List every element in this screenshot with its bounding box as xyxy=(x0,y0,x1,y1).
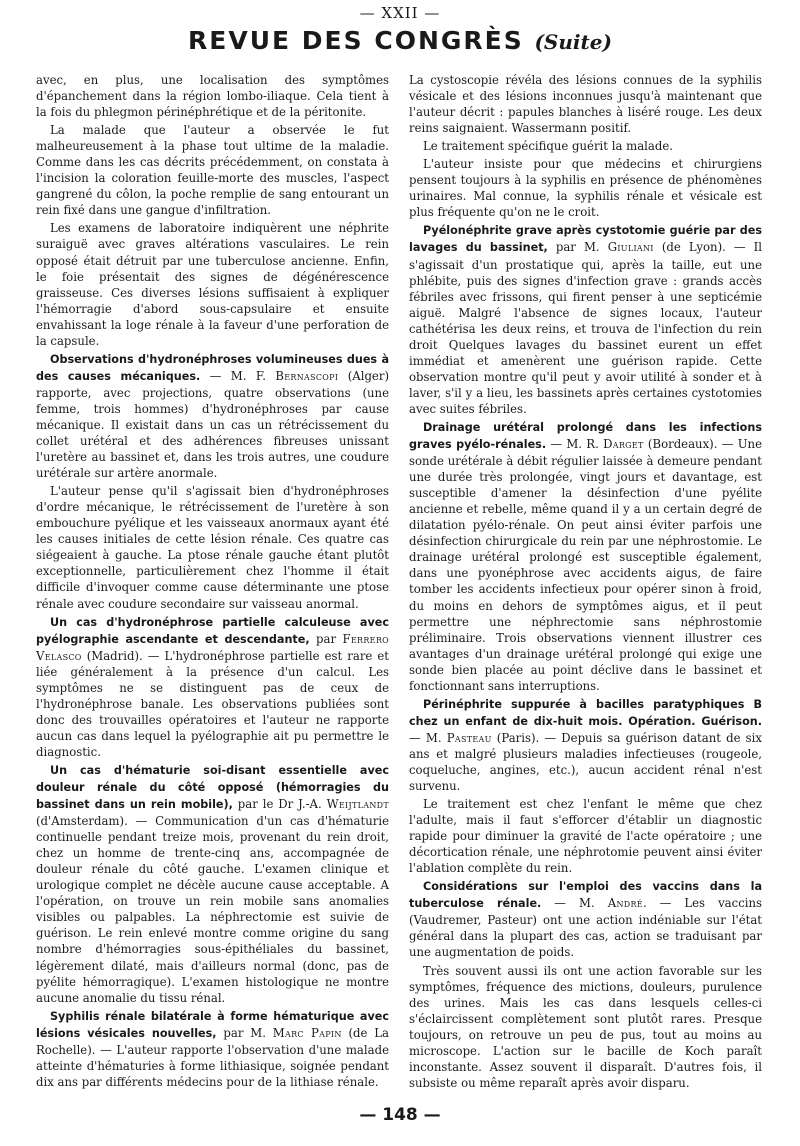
article-par: — M. R. xyxy=(546,437,604,452)
article-text: (d'Amsterdam). — Communication d'un cas d'hématurie continuelle pendant treize mois, provenant du rein droit, chez un homme de trente-cinq ans, accompagnée de douleur rénale du côté gauche. L'examen clinique et urologique complet ne décèle aucune cause acceptable. A l'opération, on trouve un rein mobile sans anomalies visibles ou palpables. La néphrectomie est suivie de guérison. Le rein enlevé montre comme origine du sang nombre d'hémorragies sous-épithéliales du bassinet, légèrement dilaté, mais d'ailleurs normal (donc, pas de pyélite hémorragique). L'examen histologique ne montre aucune anomalie du tissu rénal. xyxy=(36,814,389,1005)
paragraph: Le traitement est chez l'enfant le même que chez l'adulte, mais il faut s'efforcer d'établir un diagnostic rapide pour diminuer la gravité de l'acte opératoire ; une décortication rénale, une néphrotomie peuvent ainsi éviter l'ablation complète du rein. xyxy=(409,797,762,876)
paragraph: L'auteur insiste pour que médecins et chirurgiens pensent toujours à la syphilis en présence de phénomènes urinaires. Mal connue, la syphilis rénale et vésicale est plus fréquente qu'on ne le croit. xyxy=(409,157,762,220)
article-heading: Pyélonéphrite grave après cystotomie guérie par des lavages du bassinet, xyxy=(409,224,762,255)
title-main: REVUE DES CONGRÈS xyxy=(188,26,524,55)
article-entry xyxy=(36,351,389,481)
article-par: — M. xyxy=(541,896,608,911)
article-entry xyxy=(36,1008,389,1090)
article-entry xyxy=(36,762,389,1006)
article-entry xyxy=(409,222,762,417)
paragraph: La malade que l'auteur a observée le fut malheureusement à la phase tout ultime de la maladie. Comme dans les cas décrits précédemment, on constata à l'incision la coloration feuille-morte des muscles, l'aspect gangrené du côlon, la poche remplie de sang entourant un rein fixé dans une gangue d'infiltration. xyxy=(36,123,389,218)
article-author: Ferrero Velasco xyxy=(36,631,390,663)
page-title xyxy=(0,26,800,55)
article-heading: Syphilis rénale bilatérale à forme hématurique avec lésions vésicales nouvelles, xyxy=(36,1009,389,1040)
right-column xyxy=(409,72,762,1091)
article-heading: Observations d'hydronéphroses volumineuses dues à des causes mécaniques. xyxy=(36,352,389,383)
page-roman-numeral: — XXII — xyxy=(359,4,441,22)
article-text: (Madrid). — L'hydronéphrose partielle est rare et liée généralement à la présence d'un calcul. Les symptômes ne se distinguent pas de ceux de l'hydronéphrose banale. Les observations publiées sont donc des trouvailles opératoires et l'auteur ne rapporte aucun cas dans lequel la pyélographie ait pu permettre le diagnostic. xyxy=(36,648,389,759)
paragraph: avec, en plus, une localisation des symptômes d'épanchement dans la région lombo-iliaque. Cela tient à la fois du phlegmon périnéphrétique et de la péritonite. xyxy=(36,73,389,120)
left-column xyxy=(36,72,389,1090)
article-par: par M. xyxy=(547,240,608,255)
article-par: — M. xyxy=(409,730,447,745)
article-text: (Alger) rapporte, avec projections, quatre observations (une femme, trois hommes) d'hydronéphroses par cause mécanique. Il existait dans un cas un rétrécissement du collet urétéral et des adhérences fibreuses unissant l'uretère au bassinet et, dans les trois autres, une coudure urétérale sur artère anormale. xyxy=(36,368,389,481)
article-entry xyxy=(409,419,762,694)
article-author: Bernascopi xyxy=(275,368,339,383)
article-text: . — Les vaccins (Vaudremer, Pasteur) ont une action indéniable sur l'état général dans la plupart des cas, action se traduisant par une augmentation de poids. xyxy=(409,896,762,960)
paragraph: L'auteur pense qu'il s'agissait bien d'hydronéphroses d'ordre mécanique, le rétrécissement de l'uretère à son embouchure pyélique et les vaisseaux anormaux ayant été les causes initiales de cette lésion rénale. Ces quatre cas siégeaient à gauche. La ptose rénale gauche étant plutôt exceptionnelle, particulièrement chez l'homme il était difficile d'invoquer comme cause déterminante une ptose rénale avec coudure secondaire sur vaisseau anormal. xyxy=(36,484,389,611)
article-author: Darget xyxy=(603,437,644,452)
article-author: Giuliani xyxy=(607,240,654,255)
paragraph: Le traitement spécifique guérit la malade. xyxy=(423,139,674,154)
paragraph: La cystoscopie révéla des lésions connues de la syphilis vésicale et des lésions inconnues jusqu'à maintenant que l'auteur décrit : papules blanches à liséré rouge. Les deux reins saignaient. Wassermann positif. xyxy=(409,73,762,136)
article-text: (de La Rochelle). — L'auteur rapporte l'observation d'une malade atteinte d'hématuries à forme lithiasique, soignée pendant dix ans par différents médecins pour de la lithiase rénale. xyxy=(36,1025,389,1089)
article-dash: — M. F. xyxy=(200,368,276,383)
article-author: André xyxy=(607,896,643,911)
article-heading: Un cas d'hydronéphrose partielle calculeuse avec pyélographie ascendante et descendante, xyxy=(36,615,389,646)
paragraph: Très souvent aussi ils ont une action favorable sur les symptômes, fréquence des mictions, douleurs, purulence des urines. Mais les cas dans lesquels celles-ci s'éclaircissent complètement sont plutôt rares. Presque toujours, on retrouve un peu de pus, tout au moins au microscope. L'action sur le bacille de Koch paraît inconstante. Assez souvent il disparaît. D'autres fois, il subsiste ou même reparaît après avoir disparu. xyxy=(409,963,762,1090)
article-entry xyxy=(409,696,762,794)
article-heading: Drainage urétéral prolongé dans les infections graves pyélo-rénales. xyxy=(409,420,762,452)
article-entry xyxy=(409,878,762,960)
article-heading: Périnéphrite suppurée à bacilles paratyphiques B chez un enfant de dix-huit mois. Opération. Guérison. xyxy=(409,697,762,728)
article-par: par M. xyxy=(216,1025,273,1040)
article-par: par le Dr J.-A. xyxy=(232,797,327,812)
article-entry xyxy=(36,614,389,760)
article-text: (Bordeaux). — Une sonde urétérale à débit régulier laissée à demeure pendant une durée très prolongée, vingt jours et davantage, est susceptible d'amener la désinfection d'une pyélite ancienne et rebelle, même quand il y a un certain degré de dilatation pyélo-rénale. On peut ainsi éviter parfois une désinfection chirurgicale du rein par une néphrostomie. Le drainage urétéral prolongé est susceptible également, dans une pyonéphrose avec accidents aigus, de faire tomber les accidents infectieux pour opérer sinon à froid, du moins en dehors de symptômes aigus, et il peut permettre une néphrectomie sans néphrostomie préliminaire. Trois observations viennent illustrer ces avantages d'un drainage urétéral prolongé qui exige une sonde bien placée au point déclive dans le bassinet et fonctionnant sans interruptions. xyxy=(409,437,762,693)
article-author: Pasteau xyxy=(446,730,492,745)
title-suite: (Suite) xyxy=(534,30,612,54)
article-heading: Un cas d'hématurie soi-disant essentielle avec douleur rénale du côté opposé (hémorragies du bassinet dans un rein mobile), xyxy=(36,763,389,812)
article-author: Weijtlandt xyxy=(326,797,389,812)
page-number: — 148 — xyxy=(359,1105,441,1125)
article-par: par xyxy=(309,631,343,646)
article-text: (Paris). — Depuis sa guérison datant de six ans et malgré plusieurs maladies infectieuses (rougeole, coqueluche, angines, etc.), aucun accident rénal n'est survenu. xyxy=(409,730,762,794)
paragraph: Les examens de laboratoire indiquèrent une néphrite suraiguë avec graves altérations vasculaires. Le rein opposé était détruit par une tuberculose ancienne. Enfin, le foie présentait des signes de dégénérescence graisseuse. Ces diverses lésions suffisaient à expliquer l'hémorragie d'abord sous-capsulaire et ensuite envahissant la loge rénale à la faveur d'une perforation de la capsule. xyxy=(36,221,389,348)
article-heading: Considérations sur l'emploi des vaccins dans la tuberculose rénale. xyxy=(409,880,762,911)
article-author: Marc Papin xyxy=(272,1025,342,1040)
article-text: (de Lyon). — Il s'agissait d'un prostatique qui, après la taille, eut une phlébite, puis des signes d'infection grave : grands accès fébriles avec frissons, qui firent penser à une septicémie aiguë. Malgré l'absence de signes locaux, l'auteur cathétérisa les deux reins, et trouva de l'infection du rein droit Quelques lavages du bassinet eurent un effet immédiat et amenèrent une guérison rapide. Cette observation montre qu'il peut y avoir utilité à sonder et à laver, s'il y a lieu, les bassinets après certaines cystotomies avec suites fébriles. xyxy=(409,240,762,416)
